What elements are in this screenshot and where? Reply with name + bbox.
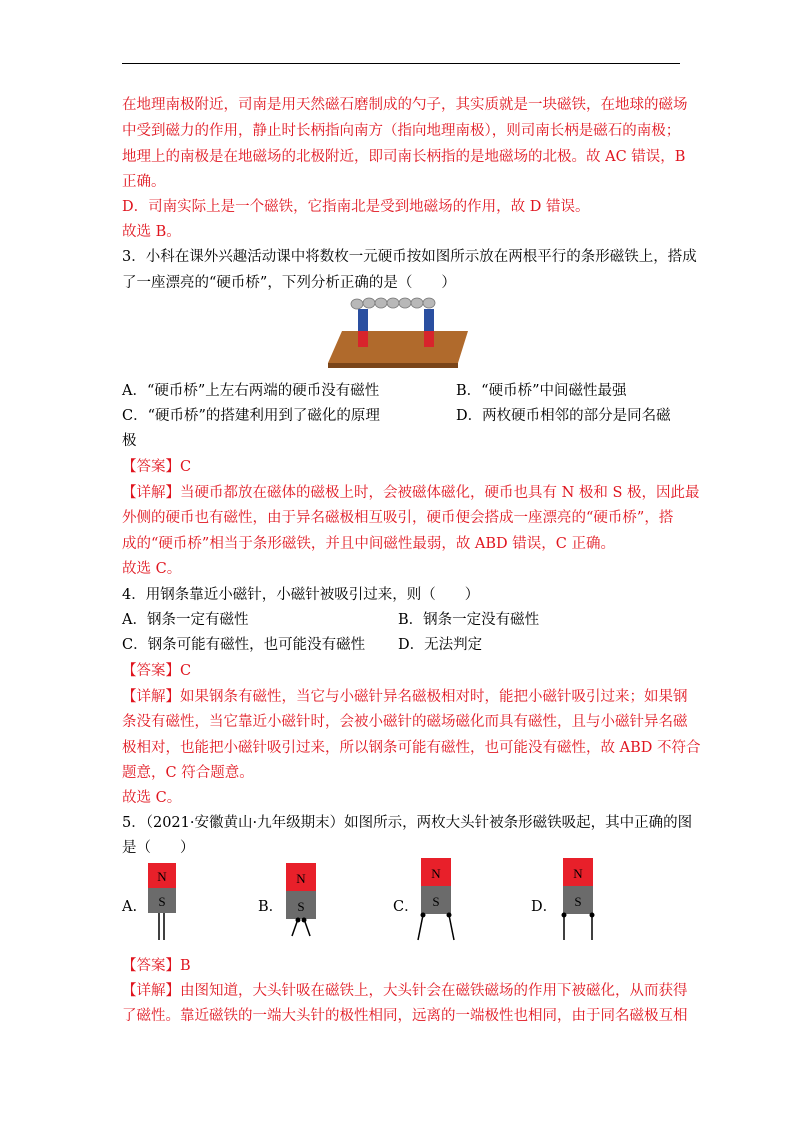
prev-explanation-line-2: 中受到磁力的作用，静止时长柄指向南方（指向地理南极），则司南长柄是磁石的南极； <box>122 123 681 139</box>
prev-explanation-line-4: 正确。 <box>122 174 166 190</box>
coin-bridge-figure <box>324 295 474 371</box>
q5-detail-line-1: 【详解】由图知道，大头针吸在磁铁上，大头针会在磁铁磁场的作用下被磁化，从而获得 <box>122 983 688 999</box>
q5-answer: 【答案】B <box>122 958 191 974</box>
q5-stem-line-2: 是（ ） <box>122 840 195 856</box>
q4-detail-line-1: 【详解】如果钢条有磁性，当它与小磁针异名磁极相对时，能把小磁针吸引过来；如果钢 <box>122 689 688 705</box>
q5-option-a-label: A. <box>122 899 138 915</box>
q5-option-c-figure <box>416 858 456 943</box>
left-magnet-red-pole <box>358 331 368 347</box>
q3-option-d: D．两枚硬币相邻的部分是同名磁 <box>456 408 671 424</box>
prev-conclusion: 故选 B。 <box>122 224 181 240</box>
q5-option-a-figure <box>146 863 180 943</box>
q5-c-n-pole-label: N <box>431 866 441 881</box>
q5-c-s-pole-label: S <box>432 894 440 909</box>
q4-option-d: D．无法判定 <box>398 637 483 653</box>
header-rule <box>122 63 680 64</box>
q3-option-d-continued: 极 <box>122 433 137 449</box>
q4-option-c: C．钢条可能有磁性，也可能没有磁性 <box>122 637 366 653</box>
q3-answer: 【答案】C <box>122 459 192 475</box>
q5-option-d-figure <box>558 858 598 943</box>
q5-a-s-pole-label: S <box>158 894 166 909</box>
q3-option-c: C．“硬币桥”的搭建利用到了磁化的原理 <box>122 408 380 424</box>
q5-stem-line-1: 5．（2021·安徽黄山·九年级期末）如图所示，两枚大头针被条形磁铁吸起，其中正确的图 <box>122 815 693 831</box>
q5-a-n-pole-label: N <box>157 869 167 884</box>
board-edge <box>328 363 458 368</box>
q4-detail-line-2: 条没有磁性，当它靠近小磁针时，会被小磁针的磁场磁化而具有磁性，且与小磁针异名磁 <box>122 714 688 730</box>
prev-explanation-line-1: 在地理南极附近，司南是用天然磁石磨制成的勺子，其实质就是一块磁铁，在地球的磁场 <box>122 97 688 113</box>
q4-option-a: A．钢条一定有磁性 <box>122 612 249 628</box>
q5-d-n-pole-label: N <box>573 866 583 881</box>
q3-detail-line-2: 外侧的硬币也有磁性，由于异名磁极相互吸引，硬币便会搭成一座漂亮的“硬币桥”，搭 <box>122 510 674 526</box>
q4-option-b: B．钢条一定没有磁性 <box>398 612 540 628</box>
left-magnet-blue-pole <box>358 309 368 331</box>
q3-detail-line-1: 【详解】当硬币都放在磁体的磁极上时，会被磁体磁化，硬币也具有 N 极和 S 极，因此最 <box>122 485 700 501</box>
prev-option-d-explanation: D．司南实际上是一个磁铁，它指南北是受到地磁场的作用，故 D 错误。 <box>122 199 590 215</box>
q3-conclusion: 故选 C。 <box>122 561 182 577</box>
q4-detail-line-4: 题意，C 符合题意。 <box>122 765 254 781</box>
coins <box>351 298 435 309</box>
q5-detail-line-2: 了磁性。靠近磁铁的一端大头针的极性相同，远离的一端极性也相同，由于同名磁极互相 <box>122 1008 688 1024</box>
q5-option-d-label: D． <box>531 899 558 915</box>
q5-d-s-pole-label: S <box>574 894 582 909</box>
q5-option-b-figure <box>282 863 322 943</box>
prev-explanation-line-3: 地理上的南极是在地磁场的北极附近，即司南长柄指的是地磁场的北极。故 AC 错误，B <box>122 149 686 165</box>
q5-b-s-pole-label: S <box>297 899 305 914</box>
q5-b-n-pole-label: N <box>296 871 306 886</box>
q3-stem-line-2: 了一座漂亮的“硬币桥”，下列分析正确的是（ ） <box>122 275 456 291</box>
q5-option-c-label: C． <box>393 899 419 915</box>
q3-option-a: A．“硬币桥”上左右两端的硬币没有磁性 <box>122 383 380 399</box>
q4-conclusion: 故选 C。 <box>122 790 182 806</box>
q4-stem: 4．用钢条靠近小磁针，小磁针被吸引过来，则（ ） <box>122 587 480 603</box>
q4-detail-line-3: 极相对，也能把小磁针吸引过来，所以钢条可能有磁性，也可能没有磁性，故 ABD 不符合 <box>122 740 701 756</box>
q3-detail-line-3: 成的“硬币桥”相当于条形磁铁，并且中间磁性最弱，故 ABD 错误，C 正确。 <box>122 536 615 552</box>
right-magnet-red-pole <box>424 331 434 347</box>
q3-option-b: B．“硬币桥”中间磁性最强 <box>456 383 627 399</box>
q3-stem-line-1: 3．小科在课外兴趣活动课中将数枚一元硬币按如图所示放在两根平行的条形磁铁上，搭成 <box>122 249 697 265</box>
q5-option-b-label: B． <box>258 899 284 915</box>
q4-answer: 【答案】C <box>122 663 192 679</box>
wooden-board <box>328 331 468 363</box>
right-magnet-blue-pole <box>424 309 434 331</box>
